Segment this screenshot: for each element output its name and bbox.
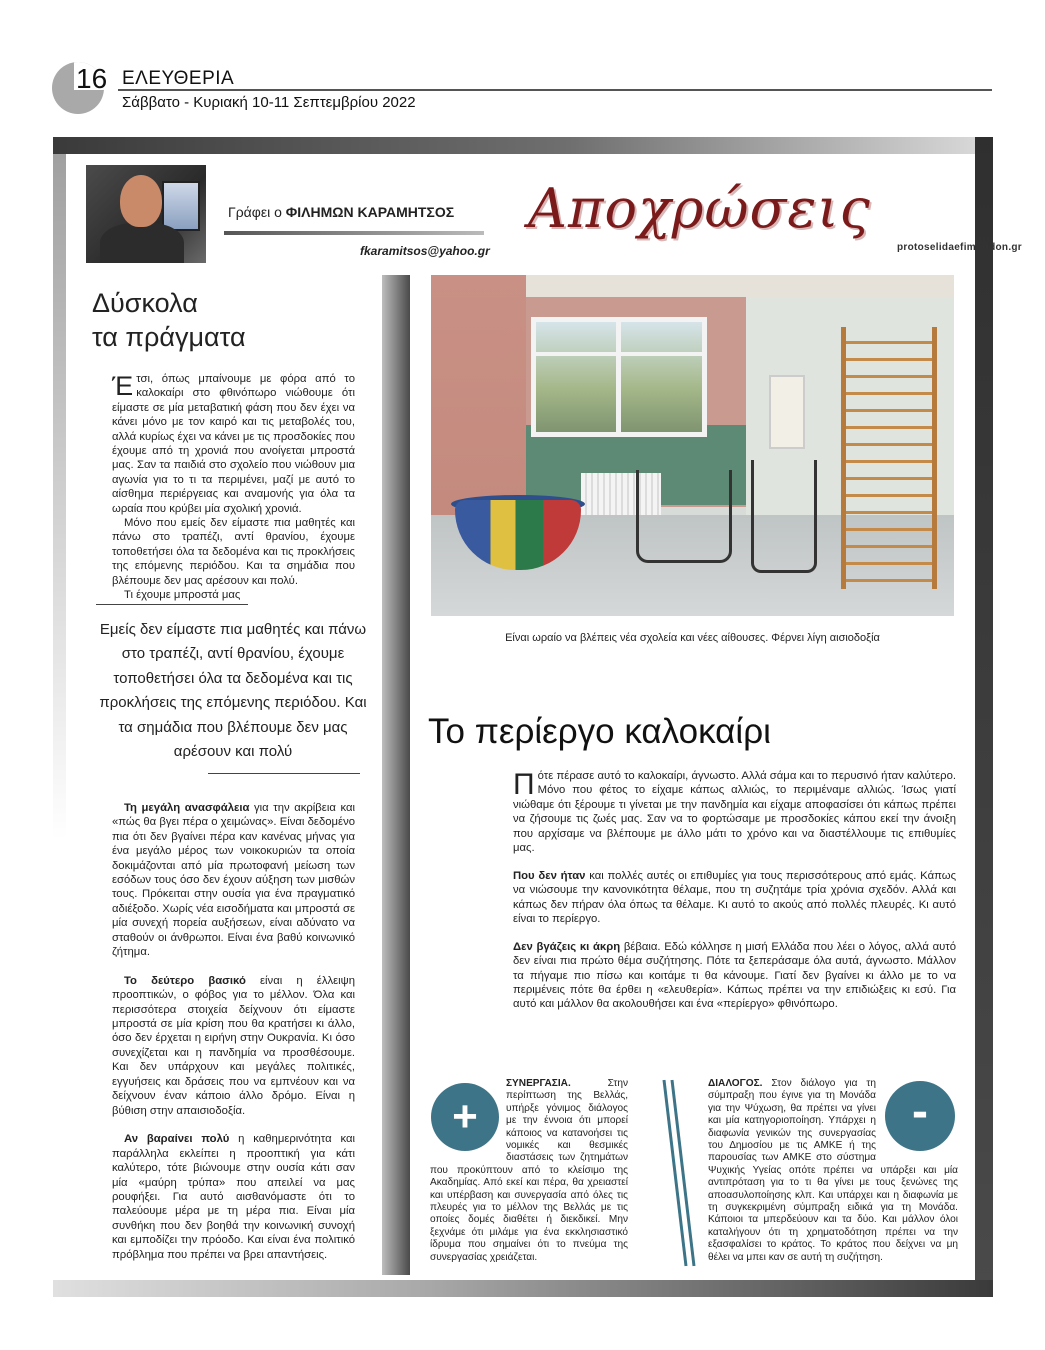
main-paragraph-2: και πολλές αυτές οι επιθυμίες για τους περισσότερους από εμάς. Κάπως να νιώσουμε την κανονικότητα θέλαμε, που τη συζητάμε τρία χρόνια σχεδόν. Αλλά και κάπως δεν πήραν όλα όπως τα θέλαμε. Κι αυτό το ακούς από πολλές πλευρές. Κι αυτό είναι το περίεργο. [513, 869, 957, 926]
left-paragraph-1-lead: Τη μεγάλη ανασφάλεια [124, 802, 250, 814]
main-article-title: Το περίεργο καλοκαίρι [428, 712, 771, 751]
minus-box-text: Στον διάλογο για τη σύμπραξη που έγινε για τη Μονάδα για την Ψύχωση, θα πρέπει να γίνει και μία κατηγοριοποίηση. Υπάρχει η διαφωνία γενικών της συνεργασίας του Δημοσίου με τις ΑΜΚΕ ή της παρουσίας των ΑΜΚΕ στο σύστημα Ψυχικής Υγείας οπότε πρέπει να υπάρξει και μία αντιπρόταση για το τι θα γίνει με τους ξενώνες της αποασυλοποίησης κλπ. Και υπάρχει και η διαφωνία με τη συγκεκριμένη σύμπραξη ειδικά για τη Μονάδα. Κάποιοι τα μπερδεύουν και τα δύο. Και μάλλον όλοι καταλήγουν ότι τη χρηματοδότηση πρέπει να την εξασφαλίσει το κράτος. Το κράτος που δείχνει να μη θέλει να μπει καν σε αυτή τη συζήτηση. [708, 1078, 958, 1263]
top-frame-bar [53, 137, 993, 154]
byline [228, 204, 454, 220]
newspaper-name: ΕΛΕΥΘΕΡΙΑ [122, 68, 235, 89]
photo-caption: Είναι ωραίο να βλέπεις νέα σχολεία και νέες αίθουσες. Φέρνει λίγη αισιοδοξία [505, 632, 880, 644]
author-email[interactable]: fkaramitsos@yahoo.gr [360, 244, 490, 258]
left-frame-bar [53, 154, 66, 1297]
byline-rule [224, 231, 484, 235]
column-logo: Αποχρώσεις [528, 177, 871, 240]
main-article-body [513, 769, 956, 1025]
plus-box-text: Στην περίπτωση της Βελλάς, υπήρξε γόνιμος διάλογος με την έννοια ότι μπορεί κάποιος να κατανοήσει τις νομικές και θεσμικές διαστάσεις των ζητημάτων που προκύπτουν από το κλείσιμο της Ακαδημίας. Από εκεί και πέρα, θα χρειαστεί και υπέρβαση και συνεργασία από όλες τις πλευρές για το μέλλον της Βελλάς με τις οποίες δομές διαθέτει ή διεκδικεί. Μην ξεχνάμε ότι μιλάμε για ένα εκκλησιαστικό ίδρυμα που σημαίνει ότι το πνεύμα της συνεργασίας χρειάζεται. [430, 1078, 628, 1263]
author-photo [86, 165, 206, 263]
lead-article-body [112, 372, 355, 603]
left-paragraph-2-lead: Το δεύτερο βασικό [124, 974, 246, 987]
main-paragraph-3: βέβαια. Εδώ κόλλησε η μισή Ελλάδα που λέει ο λόγος, αλλά αυτό δεν είναι πια πρώτο θέμα συζήτησης. Πότε τα ξεπεράσαμε όλα αυτά, άγνωστο. Μάλλον τα πήγαμε πιο πίσω και κοιτάμε τι θα κάνουμε. Γιατί δεν βγαίνει κι άλλο με το να περιμένεις πότε θα έρθει η «ελευθερία». Κάπως πρέπει να την επιδιώξεις κι εσύ. Για αυτό και μάλλον θα ακολουθήσει και ένα «περίεργο» φθινόπωρο. [513, 940, 957, 1011]
right-frame-bar [975, 137, 993, 1297]
lead-article-title [92, 286, 372, 354]
column-divider [382, 275, 410, 1275]
lead-paragraph-1: τσι, όπως μπαίνουμε με φόρα από το καλοκαίρι στο φθινόπωρο νιώθουμε ότι είμαστε σε μία μεταβατική φάση που δεν έχει να κάνει μόνο με τον καιρό και τις μεταβολές του, αλλά κυρίως έχει να κάνει με τις προσδοκίες που έχουμε από τη χρονιά που ανοίγεται μπροστά μας. Σαν τα παιδιά στο σχολείο που νιώθουν μια αγωνία για το τι τα περιμένει, μαζί με αυτό το αίσθημα περιέργειας και αναμονής για όλα τα ωραία που κρύβει μία σχολική χρονιά. [112, 373, 355, 515]
lead-paragraph-2: Μόνο που εμείς δεν είμαστε πια μαθητές και πάνω στο τραπέζι, αντί θρανίου, έχουμε τοποθετήσει όλα τα δεδομένα και τις προκλήσεις της επόμενης περιόδου. Και τα σημάδια που βλέπουμε δεν μας αρέσουν και πολύ. [112, 517, 355, 587]
watermark: protoselidaefimeridon.gr [897, 242, 1022, 253]
plus-icon: + [431, 1083, 499, 1151]
lead-dropcap: Έ [112, 371, 134, 401]
left-paragraph-3: η καθημερινότητα και παράλληλα εκλείπει η προοπτική για κάτι καλύτερο, τότε βιώνουμε στην ουσία κάτι σαν μία «μαύρη τρύπα» που απειλεί να μας ρουφήξει. Για αυτό αισθανόμαστε ότι το παλεύουμε μέρα με τη μέρα πια. Είναι μία συνθήκη που δεν βοηθά την κοινωνική συνοχή και εμποδίζει την πρόοδο. Και είναι ένα πολιτικό πρόβλημα που πρέπει να βρει απαντήσεις. [112, 1133, 356, 1261]
byline-prefix: Γράφει ο [228, 204, 282, 220]
author-name: ΦΙΛΗΜΩΝ ΚΑΡΑΜΗΤΣΟΣ [285, 204, 455, 220]
left-paragraph-3-lead: Αν βαραίνει πολύ [124, 1133, 230, 1146]
pull-quote-rule-top [96, 604, 248, 605]
page-number: 16 [76, 63, 108, 94]
pull-quote: Εμείς δεν είμαστε πια μαθητές και πάνω στο τραπέζι, αντί θρανίου, έχουμε τοποθετήσει όλα τα δεδομένα και τις προκλήσεις της επόμενης περιόδου. Και τα σημάδια που βλέπουμε δεν μας αρέσουν και πολύ [99, 621, 367, 761]
left-paragraph-1: για την ακρίβεια και «πώς θα βγει πέρα ο χειμώνας». Είναι δεδομένο πια ότι δεν βγαίνει πέρα καν κανένας μήνας για ένα μεγάλο μέρος των νοικοκυριών τα οποία δοκιμάζονται από μία πρωτοφανή μείωση των εσόδων τους όσο δεν έχουν αύξηση των μισθών τους. Πρόκειται στην ουσία για ένα πραγματικό αδιέξοδο. Χωρίς νέα εισοδήματα και μπροστά σε μία συνεχή πορεία αυξήσεων, είναι αδύνατο να σταθούν οι άνθρωποι. Είναι ένα βαθύ κοινωνικό ζήτημα. [112, 802, 355, 959]
main-paragraph-2-lead: Που δεν ήταν [513, 869, 586, 882]
lead-title-line-1: Δύσκολα [92, 288, 198, 318]
issue-date: Σάββατο - Κυριακή 10-11 Σεπτεμβρίου 2022 [122, 94, 416, 111]
left-paragraph-2: είναι η έλλειψη προοπτικών, ο φόβος για το μέλλον. Όλα και περισσότερα στοιχεία δείχνουν ότι είμαστε μπροστά σε μία κρίση που θα κρατήσει κι άλλο, όσο δεν έρχεται η ειρήνη στην Ουκρανία. Κι όσο συνεχίζεται και η πανδημία να προσθέσουμε. Και δεν υπάρχουν και μεγάλες πολιτικές, εγγυήσεις και δράσεις που να εμπνέουν και να δείχνουν έναν κάποιο άλλο δρόμο. Είναι η βύθιση στην απαισιοδοξία. [112, 974, 356, 1117]
pull-quote-rule-bottom [208, 773, 360, 774]
plus-box-lead: ΣΥΝΕΡΓΑΣΙΑ. [506, 1078, 571, 1089]
lead-paragraph-3: Τι έχουμε μπροστά μας [124, 589, 241, 602]
main-paragraph-3-lead: Δεν βγάζεις κι άκρη [513, 940, 621, 953]
header-rule [118, 89, 992, 91]
slash-divider [662, 1078, 696, 1268]
left-column-body [112, 801, 355, 1276]
classroom-photo [431, 275, 954, 616]
minus-box-lead: ΔΙΑΛΟΓΟΣ. [708, 1078, 763, 1089]
main-paragraph-1: ότε πέρασε αυτό το καλοκαίρι, άγνωστο. Αλλά σάμα και το περυσινό ήταν καλύτερο. Μόνο που φέτος το είχαμε κάπως αλλιώς, το περιμέναμε αλλιώς. Ίσως γιατί νιώθαμε ότι ξέρουμε τι γίνεται με την πανδημία και είχαμε αποφασίσει ότι κάπως πρέπει να ζήσουμε τις ζωές μας. Σαν να το φορτώσαμε με προσδοκίες κάπου εκεί την άνοιξη που αρχίσαμε να βλέπουμε με άλλο μάτι το χρόνο και να διαστέλλουμε τις επιθυμίες μας. [513, 770, 956, 855]
bottom-frame-bar [53, 1280, 993, 1297]
main-dropcap: Π [513, 768, 535, 801]
lead-title-line-2: τα πράγματα [92, 322, 246, 352]
minus-icon: - [885, 1081, 955, 1151]
